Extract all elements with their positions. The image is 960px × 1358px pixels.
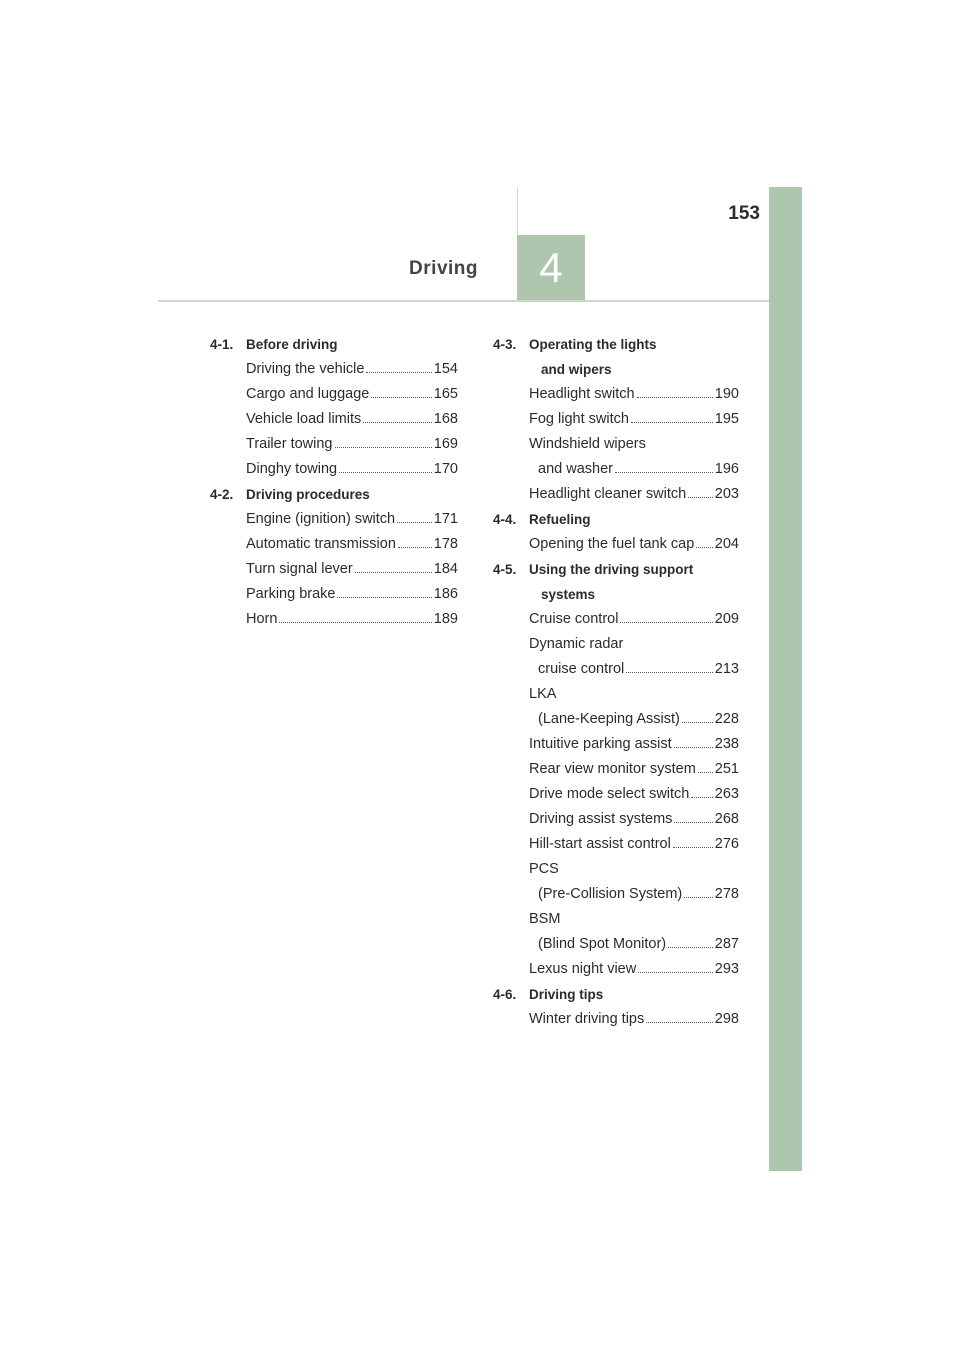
entry-label: Winter driving tips xyxy=(529,1011,645,1027)
toc-entry[interactable] xyxy=(246,382,458,407)
entry-label: BSM xyxy=(529,911,561,927)
entry-label: PCS xyxy=(529,861,559,877)
entry-page: 154 xyxy=(433,361,458,377)
toc-entry[interactable] xyxy=(246,432,458,457)
entry-page: 195 xyxy=(714,411,739,427)
entry-label: Vehicle load limits xyxy=(246,411,362,427)
entry-label: Fog light switch xyxy=(529,411,629,427)
entry-page: 228 xyxy=(714,711,739,727)
entry-page: 203 xyxy=(714,486,739,502)
entry-page: 171 xyxy=(433,511,458,527)
chapter-title: Driving xyxy=(409,258,478,279)
toc-entry[interactable] xyxy=(246,557,458,582)
entry-page: 276 xyxy=(714,836,739,852)
leader-dots xyxy=(674,747,713,748)
toc-entry[interactable] xyxy=(529,607,739,632)
leader-dots xyxy=(363,422,432,423)
toc-entry[interactable] xyxy=(246,582,458,607)
toc-entry[interactable] xyxy=(529,407,739,432)
leader-dots xyxy=(688,497,713,498)
entry-page: 268 xyxy=(714,811,739,827)
entry-label: Cargo and luggage xyxy=(246,386,370,402)
entry-label: Hill-start assist control xyxy=(529,836,671,852)
leader-dots xyxy=(673,847,713,848)
section-title-cont: and wipers xyxy=(541,362,612,377)
toc-entry[interactable] xyxy=(529,857,739,907)
leader-dots xyxy=(631,422,713,423)
toc-entry[interactable] xyxy=(529,682,739,732)
entry-label: Drive mode select switch xyxy=(529,786,690,802)
toc-entry[interactable] xyxy=(529,757,739,782)
leader-dots xyxy=(626,672,713,673)
section-number: 4-6. xyxy=(493,987,517,1002)
entry-label: Cruise control xyxy=(529,611,619,627)
toc-entry[interactable] xyxy=(529,1007,739,1032)
leader-dots xyxy=(371,397,431,398)
header-divider xyxy=(517,187,518,235)
leader-dots xyxy=(337,597,431,598)
entry-label: LKA xyxy=(529,686,557,702)
toc-entry[interactable] xyxy=(529,907,739,957)
toc-entry[interactable] xyxy=(529,782,739,807)
page-number: 153 xyxy=(728,203,760,224)
leader-dots xyxy=(698,772,713,773)
toc-entry[interactable] xyxy=(246,457,458,482)
entry-label: Automatic transmission xyxy=(246,536,396,552)
entry-label: Engine (ignition) switch xyxy=(246,511,396,527)
entry-label-cont: cruise control xyxy=(538,661,625,677)
entry-label-cont: (Blind Spot Monitor) xyxy=(538,936,667,952)
leader-dots xyxy=(339,472,432,473)
entry-label: Windshield wipers xyxy=(529,436,646,452)
toc-section-4-1 xyxy=(210,332,458,482)
leader-dots xyxy=(615,472,713,473)
entry-label: Trailer towing xyxy=(246,436,333,452)
toc-section-4-6 xyxy=(493,982,739,1032)
toc-left-column xyxy=(210,332,458,632)
chapter-side-tab xyxy=(769,187,802,1171)
section-title[interactable]: Refueling xyxy=(529,512,591,527)
entry-page: 189 xyxy=(433,611,458,627)
chapter-number: 4 xyxy=(539,244,563,291)
leader-dots xyxy=(279,622,431,623)
entry-page: 186 xyxy=(433,586,458,602)
entry-page: 293 xyxy=(714,961,739,977)
toc-entry[interactable] xyxy=(246,407,458,432)
toc-entry[interactable] xyxy=(529,382,739,407)
leader-dots xyxy=(355,572,432,573)
entry-page: 168 xyxy=(433,411,458,427)
toc-entry[interactable] xyxy=(246,607,458,632)
entry-page: 213 xyxy=(714,661,739,677)
toc-right-column xyxy=(493,332,739,1032)
entry-label: Dynamic radar xyxy=(529,636,624,652)
entry-label: Headlight switch xyxy=(529,386,635,402)
toc-section-4-3 xyxy=(493,332,739,507)
leader-dots xyxy=(646,1022,713,1023)
section-title[interactable]: Driving procedures xyxy=(246,487,370,502)
leader-dots xyxy=(674,822,712,823)
leader-dots xyxy=(638,972,713,973)
leader-dots xyxy=(398,547,432,548)
entry-label: Dinghy towing xyxy=(246,461,338,477)
section-number: 4-1. xyxy=(210,337,234,352)
entry-label-cont: (Lane-Keeping Assist) xyxy=(538,711,680,727)
leader-dots xyxy=(620,622,712,623)
header-rule xyxy=(158,300,769,302)
entry-label: Parking brake xyxy=(246,586,336,602)
entry-label: Lexus night view xyxy=(529,961,637,977)
toc-entry[interactable] xyxy=(246,507,458,532)
leader-dots xyxy=(397,522,432,523)
toc-entry[interactable] xyxy=(529,532,739,557)
toc-section-4-4 xyxy=(493,507,739,557)
section-title[interactable]: Using the driving support xyxy=(529,562,694,577)
entry-label: Turn signal lever xyxy=(246,561,353,577)
section-number: 4-3. xyxy=(493,337,517,352)
leader-dots xyxy=(335,447,432,448)
entry-label: Intuitive parking assist xyxy=(529,736,672,752)
leader-dots xyxy=(637,397,713,398)
entry-page: 287 xyxy=(714,936,739,952)
entry-page: 170 xyxy=(433,461,458,477)
toc-entry[interactable] xyxy=(529,957,739,982)
toc-entry[interactable] xyxy=(529,632,739,682)
leader-dots xyxy=(691,797,712,798)
entry-page: 165 xyxy=(433,386,458,402)
toc-section-4-2 xyxy=(210,482,458,632)
entry-page: 178 xyxy=(433,536,458,552)
entry-label: Rear view monitor system xyxy=(529,761,696,777)
entry-label: Headlight cleaner switch xyxy=(529,486,687,502)
entry-label: Opening the fuel tank cap xyxy=(529,536,695,552)
entry-page: 184 xyxy=(433,561,458,577)
leader-dots xyxy=(696,547,713,548)
section-title-cont: systems xyxy=(541,587,596,602)
entry-page: 238 xyxy=(714,736,739,752)
chapter-number-box xyxy=(517,235,585,301)
entry-label-cont: (Pre-Collision System) xyxy=(538,886,683,902)
entry-label: Driving assist systems xyxy=(529,811,673,827)
entry-page: 209 xyxy=(714,611,739,627)
entry-label-cont: and washer xyxy=(538,461,613,477)
entry-label: Driving the vehicle xyxy=(246,361,365,377)
section-title[interactable]: Operating the lights xyxy=(529,337,657,352)
toc-entry[interactable] xyxy=(529,832,739,857)
entry-page: 278 xyxy=(714,886,739,902)
entry-label: Horn xyxy=(246,611,278,627)
leader-dots xyxy=(668,947,713,948)
toc-section-4-5 xyxy=(493,557,739,982)
section-number: 4-5. xyxy=(493,562,517,577)
entry-page: 251 xyxy=(714,761,739,777)
entry-page: 169 xyxy=(433,436,458,452)
entry-page: 190 xyxy=(714,386,739,402)
leader-dots xyxy=(682,722,713,723)
entry-page: 263 xyxy=(714,786,739,802)
leader-dots xyxy=(684,897,713,898)
toc-entry[interactable] xyxy=(246,532,458,557)
toc-entry[interactable] xyxy=(529,432,739,482)
toc-entry[interactable] xyxy=(529,807,739,832)
section-title[interactable]: Driving tips xyxy=(529,987,604,1002)
section-number: 4-2. xyxy=(210,487,234,502)
section-number: 4-4. xyxy=(493,512,517,527)
toc-entry[interactable] xyxy=(246,357,458,382)
entry-page: 298 xyxy=(714,1011,739,1027)
section-title[interactable]: Before driving xyxy=(246,337,338,352)
entry-page: 204 xyxy=(714,536,739,552)
toc-entry[interactable] xyxy=(529,482,739,507)
toc-entry[interactable] xyxy=(529,732,739,757)
entry-page: 196 xyxy=(714,461,739,477)
leader-dots xyxy=(366,372,431,373)
